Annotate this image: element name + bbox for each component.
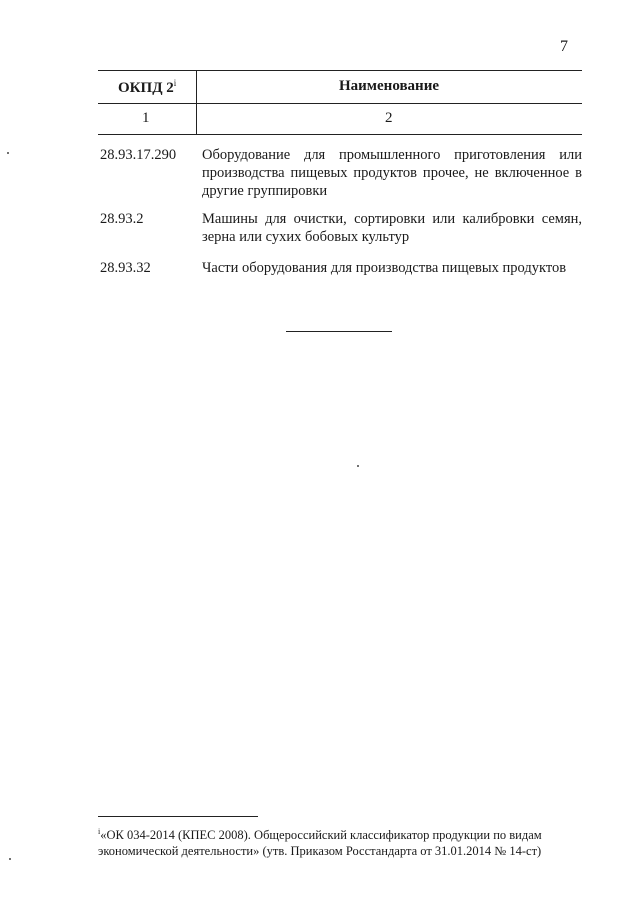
row-name: Части оборудования для производства пищевых продуктов	[202, 260, 567, 276]
column-number-2: 2	[385, 110, 393, 126]
row-name: Машины для очистки, сортировки или калибровки семян, зерна или сухих бобовых культур	[202, 211, 582, 245]
scan-speck	[9, 858, 11, 860]
row-code: 28.93.32	[100, 260, 151, 276]
footnote-text: «ОК 034-2014 (КПЕС 2008). Общероссийский классификатор продукции по видам экономической деятельности» (утв. Приказом Росстандарта от 31.01.2014 № 14-ст)	[98, 828, 542, 858]
row-name: Оборудование для промышленного приготовления или производства пищевых продуктов прочее, не включенное в другие группировки	[202, 147, 582, 199]
table-top-rule	[98, 70, 582, 71]
header-name: Наименование	[339, 78, 439, 94]
header-footnote-mark: i	[173, 78, 177, 88]
table-column-divider	[196, 70, 197, 134]
page-number: 7	[560, 38, 568, 55]
footnote-mark: i	[98, 827, 101, 836]
row-code: 28.93.2	[100, 211, 144, 227]
scan-speck	[7, 152, 9, 154]
footnote-rule	[98, 816, 258, 817]
row-code: 28.93.17.290	[100, 147, 177, 163]
footnote	[98, 824, 582, 859]
table-numbers-rule	[98, 134, 582, 135]
scan-speck	[357, 465, 359, 467]
header-code	[118, 78, 176, 97]
column-number-1: 1	[142, 110, 150, 126]
table-header-rule	[98, 103, 582, 104]
header-code-label: ОКПД 2	[118, 80, 174, 96]
end-separator-rule	[286, 331, 392, 332]
